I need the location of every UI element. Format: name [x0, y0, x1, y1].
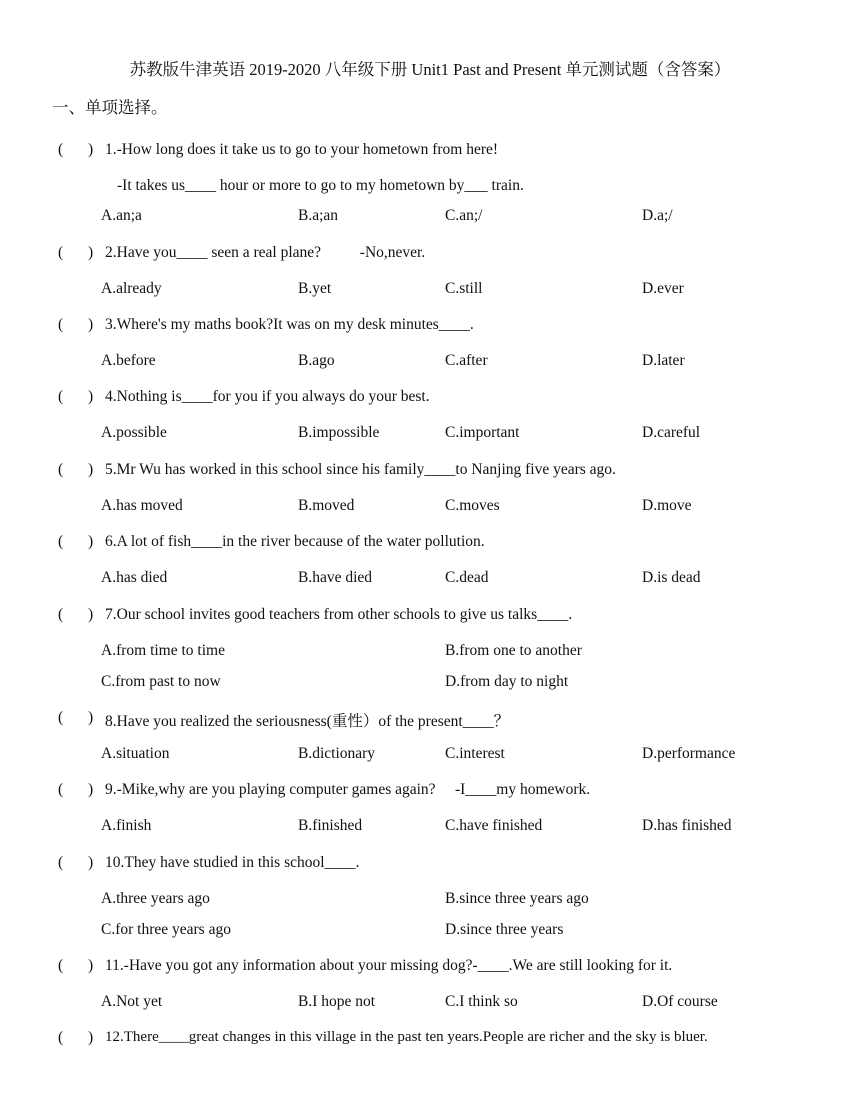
- option-d: D.performance: [642, 745, 736, 762]
- question-text: 4.Nothing is____for you if you always do your best.: [105, 388, 430, 405]
- option-c: C.after: [445, 352, 488, 369]
- option-b: B.dictionary: [298, 745, 376, 762]
- option-a: A.from time to time: [101, 642, 225, 659]
- question-text: 7.Our school invites good teachers from other schools to give us talks____.: [105, 606, 573, 623]
- option-d: D.later: [642, 352, 685, 369]
- question-text: 10.They have studied in this school____.: [105, 854, 360, 871]
- question-text: 5.Mr Wu has worked in this school since his family____to Nanjing five years ago.: [105, 461, 616, 478]
- answer-bracket[interactable]: ( ): [58, 1029, 94, 1046]
- option-d: D.ever: [642, 280, 684, 297]
- option-a: A.already: [101, 280, 162, 297]
- question-text: 1.-How long does it take us to go to your hometown from here!: [105, 141, 499, 158]
- option-c: C.from past to now: [101, 673, 221, 690]
- option-a: A.has died: [101, 569, 168, 586]
- option-a: A.has moved: [101, 497, 183, 514]
- answer-bracket[interactable]: ( ): [58, 316, 94, 333]
- question-text: 9.-Mike,why are you playing computer games again? -I____my homework.: [105, 781, 591, 798]
- option-d: D.careful: [642, 424, 701, 441]
- option-a: A.Not yet: [101, 993, 163, 1010]
- option-c: C.interest: [445, 745, 505, 762]
- question-text-line2: -It takes us____ hour or more to go to my hometown by___ train.: [117, 177, 524, 194]
- option-b: B.since three years ago: [445, 890, 589, 907]
- option-d: D.from day to night: [445, 673, 569, 690]
- option-c: C.dead: [445, 569, 489, 586]
- answer-bracket[interactable]: ( ): [58, 709, 94, 726]
- option-a: A.an;a: [101, 207, 142, 224]
- option-c: C.I think so: [445, 993, 518, 1010]
- answer-bracket[interactable]: ( ): [58, 461, 94, 478]
- option-b: B.moved: [298, 497, 355, 514]
- document-title: 苏教版牛津英语 2019-2020 八年级下册 Unit1 Past and Present 单元测试题（含答案）: [129, 60, 731, 79]
- option-c: C.still: [445, 280, 483, 297]
- answer-bracket[interactable]: ( ): [58, 854, 94, 871]
- question-text: 6.A lot of fish____in the river because of the water pollution.: [105, 533, 485, 550]
- question-text: 11.-Have you got any information about your missing dog?-____.We are still looking for it.: [105, 957, 673, 974]
- option-a: A.possible: [101, 424, 167, 441]
- question-text: 2.Have you____ seen a real plane? -No,never.: [105, 244, 426, 261]
- option-d: D.is dead: [642, 569, 701, 586]
- option-b: B.have died: [298, 569, 373, 586]
- answer-bracket[interactable]: ( ): [58, 957, 94, 974]
- answer-bracket[interactable]: ( ): [58, 533, 94, 550]
- option-c: C.important: [445, 424, 520, 441]
- answer-bracket[interactable]: ( ): [58, 388, 94, 405]
- option-b: B.I hope not: [298, 993, 376, 1010]
- option-d: D.Of course: [642, 993, 718, 1010]
- option-b: B.finished: [298, 817, 363, 834]
- option-b: B.a;an: [298, 207, 339, 224]
- option-d: D.has finished: [642, 817, 732, 834]
- question-text: 12.There____great changes in this village in the past ten years.People are richer and the sky is bluer.: [105, 1029, 708, 1045]
- option-a: A.finish: [101, 817, 152, 834]
- option-d: D.move: [642, 497, 692, 514]
- option-b: B.ago: [298, 352, 335, 369]
- section-heading: 一、单项选择。: [52, 98, 168, 117]
- option-d: D.since three years: [445, 921, 564, 938]
- option-c: C.for three years ago: [101, 921, 231, 938]
- question-text: 8.Have you realized the seriousness(重性）of the present____？: [105, 713, 510, 730]
- answer-bracket[interactable]: ( ): [58, 244, 94, 261]
- option-c: C.have finished: [445, 817, 543, 834]
- option-a: A.three years ago: [101, 890, 210, 907]
- question-text: 3.Where's my maths book?It was on my desk minutes____.: [105, 316, 474, 333]
- answer-bracket[interactable]: ( ): [58, 781, 94, 798]
- option-c: C.moves: [445, 497, 500, 514]
- option-b: B.yet: [298, 280, 332, 297]
- option-a: A.situation: [101, 745, 170, 762]
- option-b: B.from one to another: [445, 642, 582, 659]
- answer-bracket[interactable]: ( ): [58, 141, 94, 158]
- option-d: D.a;/: [642, 207, 673, 224]
- option-a: A.before: [101, 352, 156, 369]
- option-b: B.impossible: [298, 424, 380, 441]
- option-c: C.an;/: [445, 207, 483, 224]
- answer-bracket[interactable]: ( ): [58, 606, 94, 623]
